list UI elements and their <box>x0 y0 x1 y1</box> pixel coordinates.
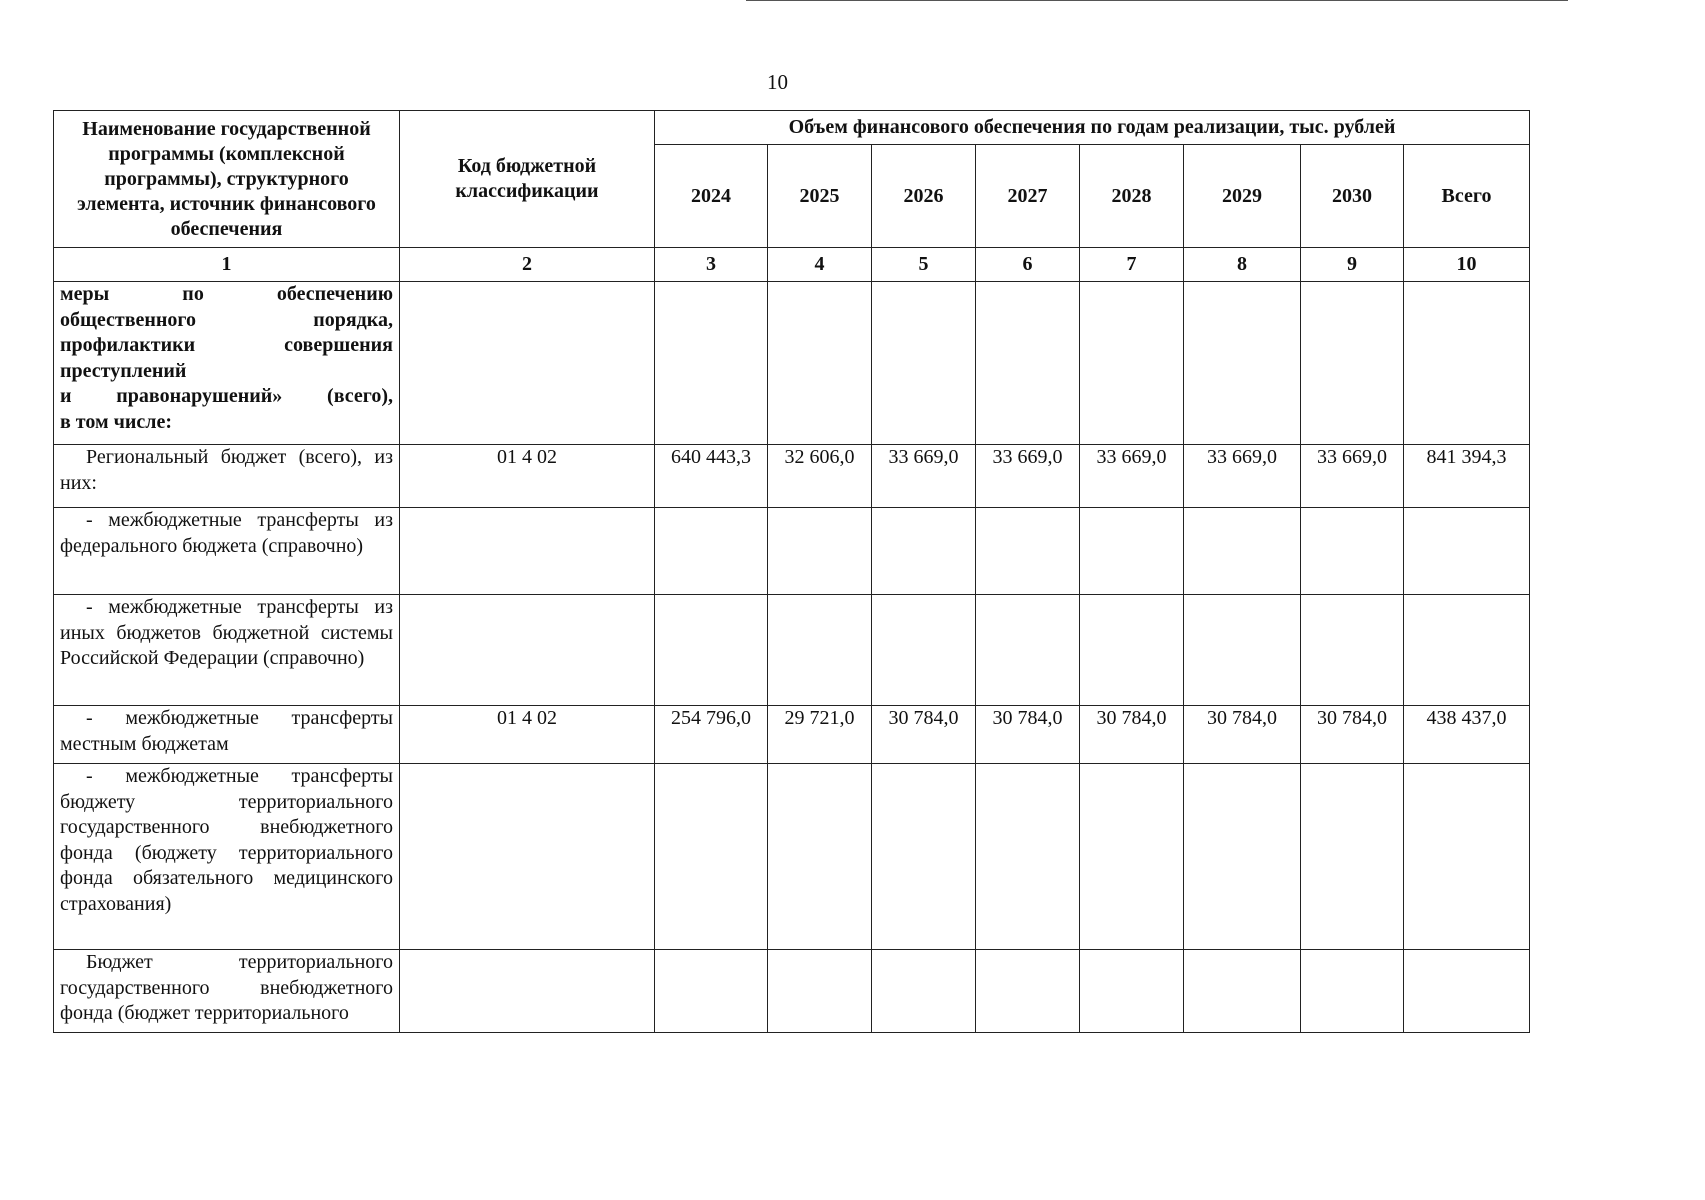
row-value <box>872 282 976 445</box>
column-number: 5 <box>872 248 976 282</box>
row-value <box>1080 508 1184 595</box>
row-value: 33 669,0 <box>1301 445 1404 508</box>
row-value <box>1184 950 1301 1033</box>
row-value <box>976 950 1080 1033</box>
row-value: 841 394,3 <box>1404 445 1530 508</box>
row-value: 33 669,0 <box>1184 445 1301 508</box>
table-row <box>54 595 1530 706</box>
row-value <box>976 508 1080 595</box>
row-name: - межбюджетные трансферты из федерального бюджета (справочно) <box>54 508 400 595</box>
header-year: 2030 <box>1301 145 1404 248</box>
row-code <box>400 950 655 1033</box>
row-code <box>400 595 655 706</box>
table-row <box>54 706 1530 764</box>
row-value <box>1080 764 1184 950</box>
row-name: - межбюджетные трансферты бюджету территориального государственного внебюджетного фонда (бюджету территориального фонда обязательного медицинского страхования) <box>54 764 400 950</box>
row-value <box>655 282 768 445</box>
row-name-line: в том числе: <box>60 410 173 433</box>
header-row <box>54 111 1530 145</box>
column-number: 6 <box>976 248 1080 282</box>
row-value <box>1301 950 1404 1033</box>
row-name-line: меры по обеспечению <box>60 283 393 305</box>
row-value <box>768 595 872 706</box>
table-row <box>54 445 1530 508</box>
row-value <box>1301 282 1404 445</box>
row-value <box>1184 764 1301 950</box>
row-value <box>872 764 976 950</box>
row-value <box>872 595 976 706</box>
row-value <box>872 508 976 595</box>
row-name: - межбюджетные трансферты местным бюджетам <box>54 706 400 764</box>
row-value <box>1184 595 1301 706</box>
header-year: 2024 <box>655 145 768 248</box>
header-year: 2028 <box>1080 145 1184 248</box>
page-number: 10 <box>767 70 788 94</box>
column-number: 2 <box>400 248 655 282</box>
row-name-line: и правонарушений» (всего), <box>60 385 393 407</box>
row-value <box>1301 508 1404 595</box>
row-value <box>768 764 872 950</box>
table-row <box>54 508 1530 595</box>
header-year: 2029 <box>1184 145 1301 248</box>
row-value: 33 669,0 <box>872 445 976 508</box>
table-row <box>54 764 1530 950</box>
header-year: 2027 <box>976 145 1080 248</box>
column-number: 4 <box>768 248 872 282</box>
row-code: 01 4 02 <box>400 706 655 764</box>
row-name: Бюджет территориального государственного внебюджетного фонда (бюджет территориального <box>54 950 400 1033</box>
budget-table <box>53 110 1530 1033</box>
column-number: 8 <box>1184 248 1301 282</box>
row-code <box>400 282 655 445</box>
row-value <box>1404 508 1530 595</box>
row-value <box>768 282 872 445</box>
row-name: - межбюджетные трансферты из иных бюджетов бюджетной системы Российской Федерации (справочно) <box>54 595 400 706</box>
header-name: Наименование государственной программы (комплексной программы), структурного элемента, источник финансового обеспечения <box>54 111 400 248</box>
row-value: 33 669,0 <box>1080 445 1184 508</box>
row-value <box>1184 282 1301 445</box>
row-value: 30 784,0 <box>1080 706 1184 764</box>
row-value <box>1184 508 1301 595</box>
row-value <box>1301 595 1404 706</box>
row-value <box>1080 595 1184 706</box>
row-value: 32 606,0 <box>768 445 872 508</box>
row-value: 30 784,0 <box>976 706 1080 764</box>
row-code: 01 4 02 <box>400 445 655 508</box>
row-value <box>768 950 872 1033</box>
row-name <box>54 282 400 445</box>
row-value <box>1404 950 1530 1033</box>
row-value <box>976 595 1080 706</box>
row-value <box>1404 764 1530 950</box>
row-value: 640 443,3 <box>655 445 768 508</box>
row-value <box>976 282 1080 445</box>
row-value <box>655 950 768 1033</box>
row-value: 30 784,0 <box>872 706 976 764</box>
column-numbers-row <box>54 248 1530 282</box>
header-year: 2026 <box>872 145 976 248</box>
row-value <box>1301 764 1404 950</box>
column-number: 1 <box>54 248 400 282</box>
row-value <box>1404 282 1530 445</box>
row-value: 29 721,0 <box>768 706 872 764</box>
row-value: 30 784,0 <box>1301 706 1404 764</box>
row-code <box>400 764 655 950</box>
table-row <box>54 282 1530 445</box>
row-value <box>1080 950 1184 1033</box>
row-value <box>655 595 768 706</box>
row-value <box>872 950 976 1033</box>
row-value: 254 796,0 <box>655 706 768 764</box>
row-name-line: общественного порядка, <box>60 308 393 331</box>
row-value: 30 784,0 <box>1184 706 1301 764</box>
header-year: 2025 <box>768 145 872 248</box>
column-number: 10 <box>1404 248 1530 282</box>
row-value <box>1080 282 1184 445</box>
column-number: 9 <box>1301 248 1404 282</box>
row-value <box>1404 595 1530 706</box>
row-name: Региональный бюджет (всего), из них: <box>54 445 400 508</box>
row-name-line: преступлений <box>60 359 187 382</box>
row-code <box>400 508 655 595</box>
row-value <box>976 764 1080 950</box>
header-code: Код бюджетной классификации <box>400 111 655 248</box>
column-number: 7 <box>1080 248 1184 282</box>
row-name-line: профилактики совершения <box>60 334 393 356</box>
top-rule <box>746 0 1568 2</box>
row-value <box>655 764 768 950</box>
header-total: Всего <box>1404 145 1530 248</box>
table-row <box>54 950 1530 1033</box>
header-funding-group: Объем финансового обеспечения по годам реализации, тыс. рублей <box>655 111 1530 145</box>
column-number: 3 <box>655 248 768 282</box>
row-value: 438 437,0 <box>1404 706 1530 764</box>
row-value <box>768 508 872 595</box>
row-value: 33 669,0 <box>976 445 1080 508</box>
row-value <box>655 508 768 595</box>
